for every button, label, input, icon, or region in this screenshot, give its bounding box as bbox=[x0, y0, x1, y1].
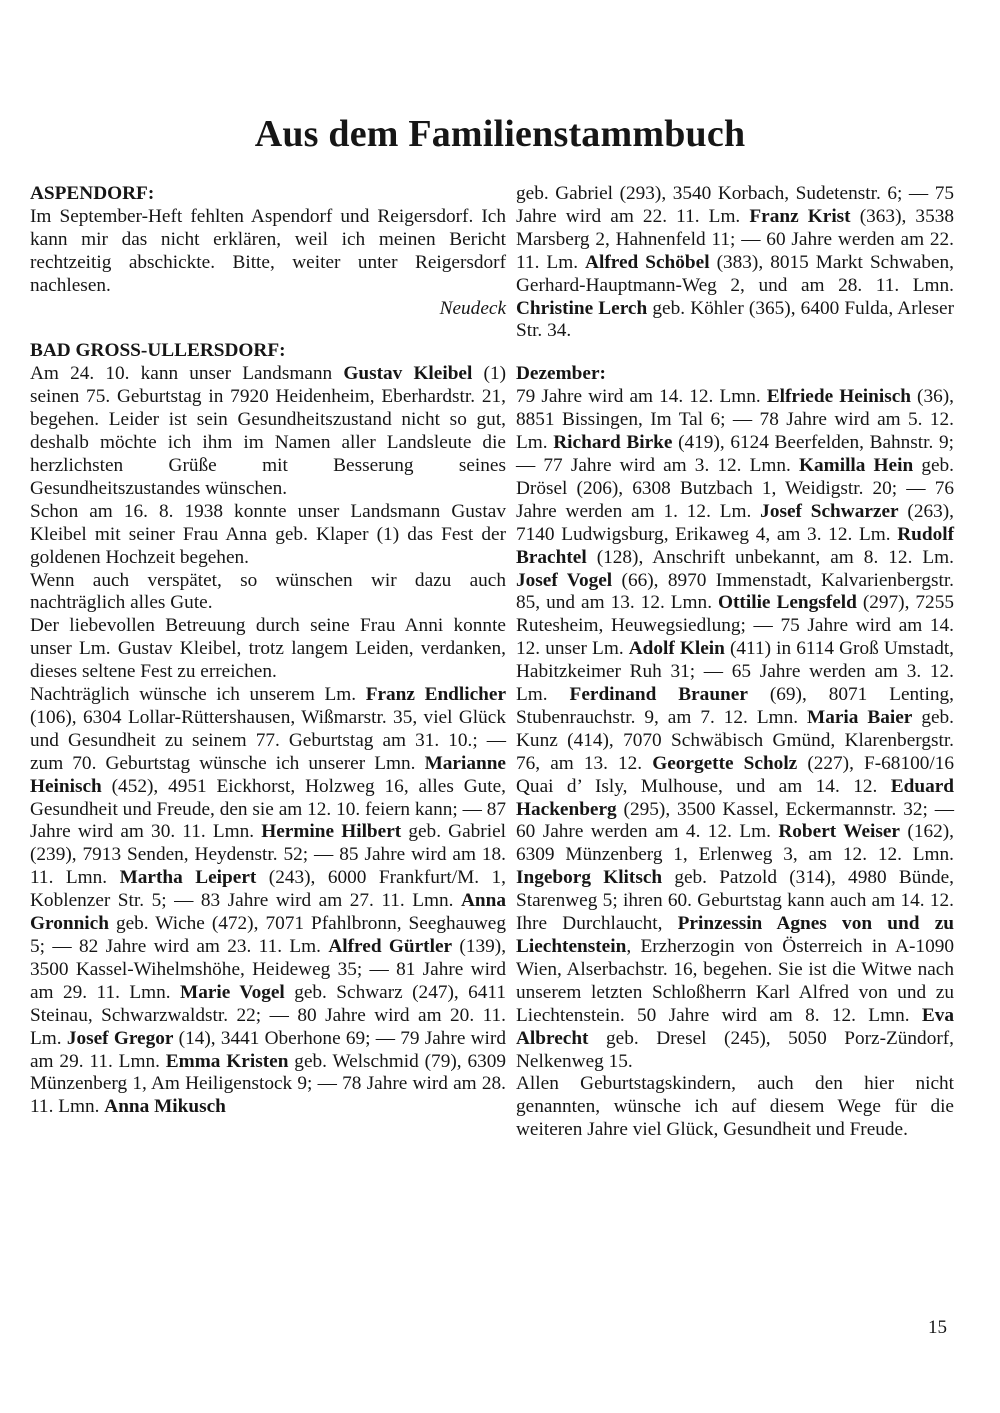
paragraph-november-continued: geb. Gabriel (293), 3540 Korbach, Sudetenstr. 6; — 75 Jahre wird am 22. 11. Lm. Franz Krist (363), 3538 Marsberg 2, Hahnenfeld 11; — 60 Jahre werden am 22. 11. Lm. Alfred Schöbel (383), 8015 Markt Schwaben, Gerhard-Hauptmann-Weg 2, und am 28. 11. Lmn. Christine Lerch geb. Köhler (365), 6400 Fulda, Arleser Str. 34. bbox=[516, 183, 955, 342]
paragraph-kleibel-birthday: Am 24. 10. kann unser Landsmann Gustav Kleibel (1) seinen 75. Geburtstag in 7920 Heidenheim, Eberhardstr. 21, begehen. Leider ist sein Gesundheitszustand nicht so gut, deshalb möchte ich ihm im Namen aller Landsleute die herzlichsten Grüße mit Besserung seines Gesundheitszustandes wünschen. bbox=[30, 363, 507, 499]
paragraph-care: Der liebevollen Betreuung durch seine Frau Anni konnte unser Lm. Gustav Kleibel, trotz langem Leiden, verdanken, dieses seltene Fest zu erreichen. bbox=[30, 615, 506, 683]
page-title: Aus dem Familienstammbuch bbox=[254, 113, 746, 155]
paragraph-december-list: 79 Jahre wird am 14. 12. Lmn. Elfriede Heinisch (36), 8851 Bissingen, Im Tal 6; — 78 Jahre wird am 5. 12. Lm. Richard Birke (419), 6124 Beerfelden, Bahnstr. 9; — 77 Jahre wird am 3. 12. Lmn. Kamilla Hein geb. Drösel (206), 6308 Butzbach 1, Weidigstr. 20; — 76 Jahre werden am 1. 12. Lm. Josef Schwarzer (263), 7140 Ludwigsburg, Erikaweg 4, am 3. 12. Lm. Rudolf Brachtel (128), Anschrift unbekannt, am 8. 12. Lm. Josef Vogel (66), 8970 Immenstadt, Kalvarienbergstr. 85, und am 13. 12. Lmn. Ottilie Lengsfeld (297), 7255 Rutesheim, Heuwegsiedlung; — 75 Jahre wird am 14. 12. unser Lm. Adolf Klein (411) in 6114 Groß Umstadt, Habitzkeimer Ruh 31; — 65 Jahre werden am 3. 12. Lm. Ferdinand Brauner (69), 8071 Lenting, Stubenrauchstr. 9, am 7. 12. Lmn. Maria Baier geb. Kunz (414), 7070 Schwäbisch Gmünd, Klarenbergstr. 76, am 13. 12. Georgette Scholz (227), F-68100/16 Quai d’ Isly, Mulhouse, und am 14. 12. Eduard Hackenberg (295), 3500 Kassel, Eckermannstr. 32; — 60 Jahre werden am 4. 12. Lm. Robert Weiser (162), 6309 Münzenberg 1, Erlenweg 3, am 12. 12. Lmn. Ingeborg Klitsch geb. Patzold (314), 4980 Bünde, Starenweg 5; ihren 60. Geburtstag kann auch am 14. 12. Ihre Durchlaucht, Prinzessin Agnes von und zu Liechtenstein, Erzherzogin von Österreich in A-1090 Wien, Alserbachstr. 16, begehen. Sie ist die Witwe nach unserem letzten Schloßherrn Karl Alfred von und zu Liechtenstein. 50 Jahre wird am 8. 12. Lmn. Eva Albrecht geb. Dresel (245), 5050 Porz-Zündorf, Nelkenweg 15. bbox=[516, 386, 955, 1072]
signature: Neudeck bbox=[439, 297, 506, 319]
paragraph-birthday-list: Nachträglich wünsche ich unserem Lm. Franz Endlicher (106), 6304 Lollar-Rüttershausen, Wißmarstr. 35, viel Glück und Gesundheit zu seinem 77. Geburtstag am 31. 10.; — zum 70. Geburtstag wünsche ich unserer Lmn. Marianne Heinisch (452), 4951 Eickhorst, Holzweg 16, alles Gute, Gesundheit und Freude, den sie am 12. 10. feiern kann; — 87 Jahre wird am 30. 11. Lmn. Hermine Hilbert geb. Gabriel (239), 7913 Senden, Heydenstr. 52; — 85 Jahre wird am 18. 11. Lmn. Martha Leipert (243), 6000 Frankfurt/M. 1, Koblenzer Str. 5; — 83 Jahre wird am 27. 11. Lmn. Anna Gronnich geb. Wiche (472), 7071 Pfahlbronn, Seeghauweg 5; — 82 Jahre wird am 23. 11. Lm. Alfred Gürtler (139), 3500 Kassel-Wihelmshöhe, Heideweg 35; — 81 Jahre wird am 29. 11. Lmn. Marie Vogel geb. Schwarz (247), 6411 Steinau, Schwarzwaldstr. 22; — 80 Jahre wird am 20. 11. Lm. Josef Gregor (14), 3441 Oberhone 69; — 79 Jahre wird am 29. 11. Lmn. Emma Kristen geb. Welschmid (79), 6309 Münzenberg 1, Am Heiligenstock 9; — 78 Jahre wird am 28. 11. Lmn. Anna Mikusch bbox=[30, 684, 507, 1118]
section-heading-dezember: Dezember: bbox=[516, 363, 606, 385]
section-heading-aspendorf: ASPENDORF: bbox=[30, 183, 155, 204]
paragraph-belated-wishes: Wenn auch verspätet, so wünschen wir dazu auch nachträglich alles Gute. bbox=[30, 569, 506, 614]
aspendorf-text: Im September-Heft fehlten Aspendorf und Reigersdorf. Ich kann mir das nicht erklären, weil ich meinen Bericht rechtzeitig abschickte. Bitte, weiter unter Reigersdorf nachlesen. bbox=[30, 205, 506, 296]
right-column bbox=[516, 183, 954, 1142]
page-number: 15 bbox=[928, 1317, 947, 1338]
paragraph-closing: Allen Geburtstagskindern, auch den hier nicht genannten, wünsche ich auf diesem Wege für die weiteren Jahre viel Glück, Gesundheit und Freude. bbox=[516, 1073, 954, 1141]
left-column bbox=[30, 183, 506, 1119]
paragraph-golden-wedding: Schon am 16. 8. 1938 konnte unser Landsmann Gustav Kleibel mit seiner Frau Anna geb. Klaper (1) das Fest der goldenen Hochzeit begehen. bbox=[30, 500, 506, 568]
section-heading-bad-gross-ullersdorf: BAD GROSS-ULLERSDORF: bbox=[30, 340, 286, 362]
